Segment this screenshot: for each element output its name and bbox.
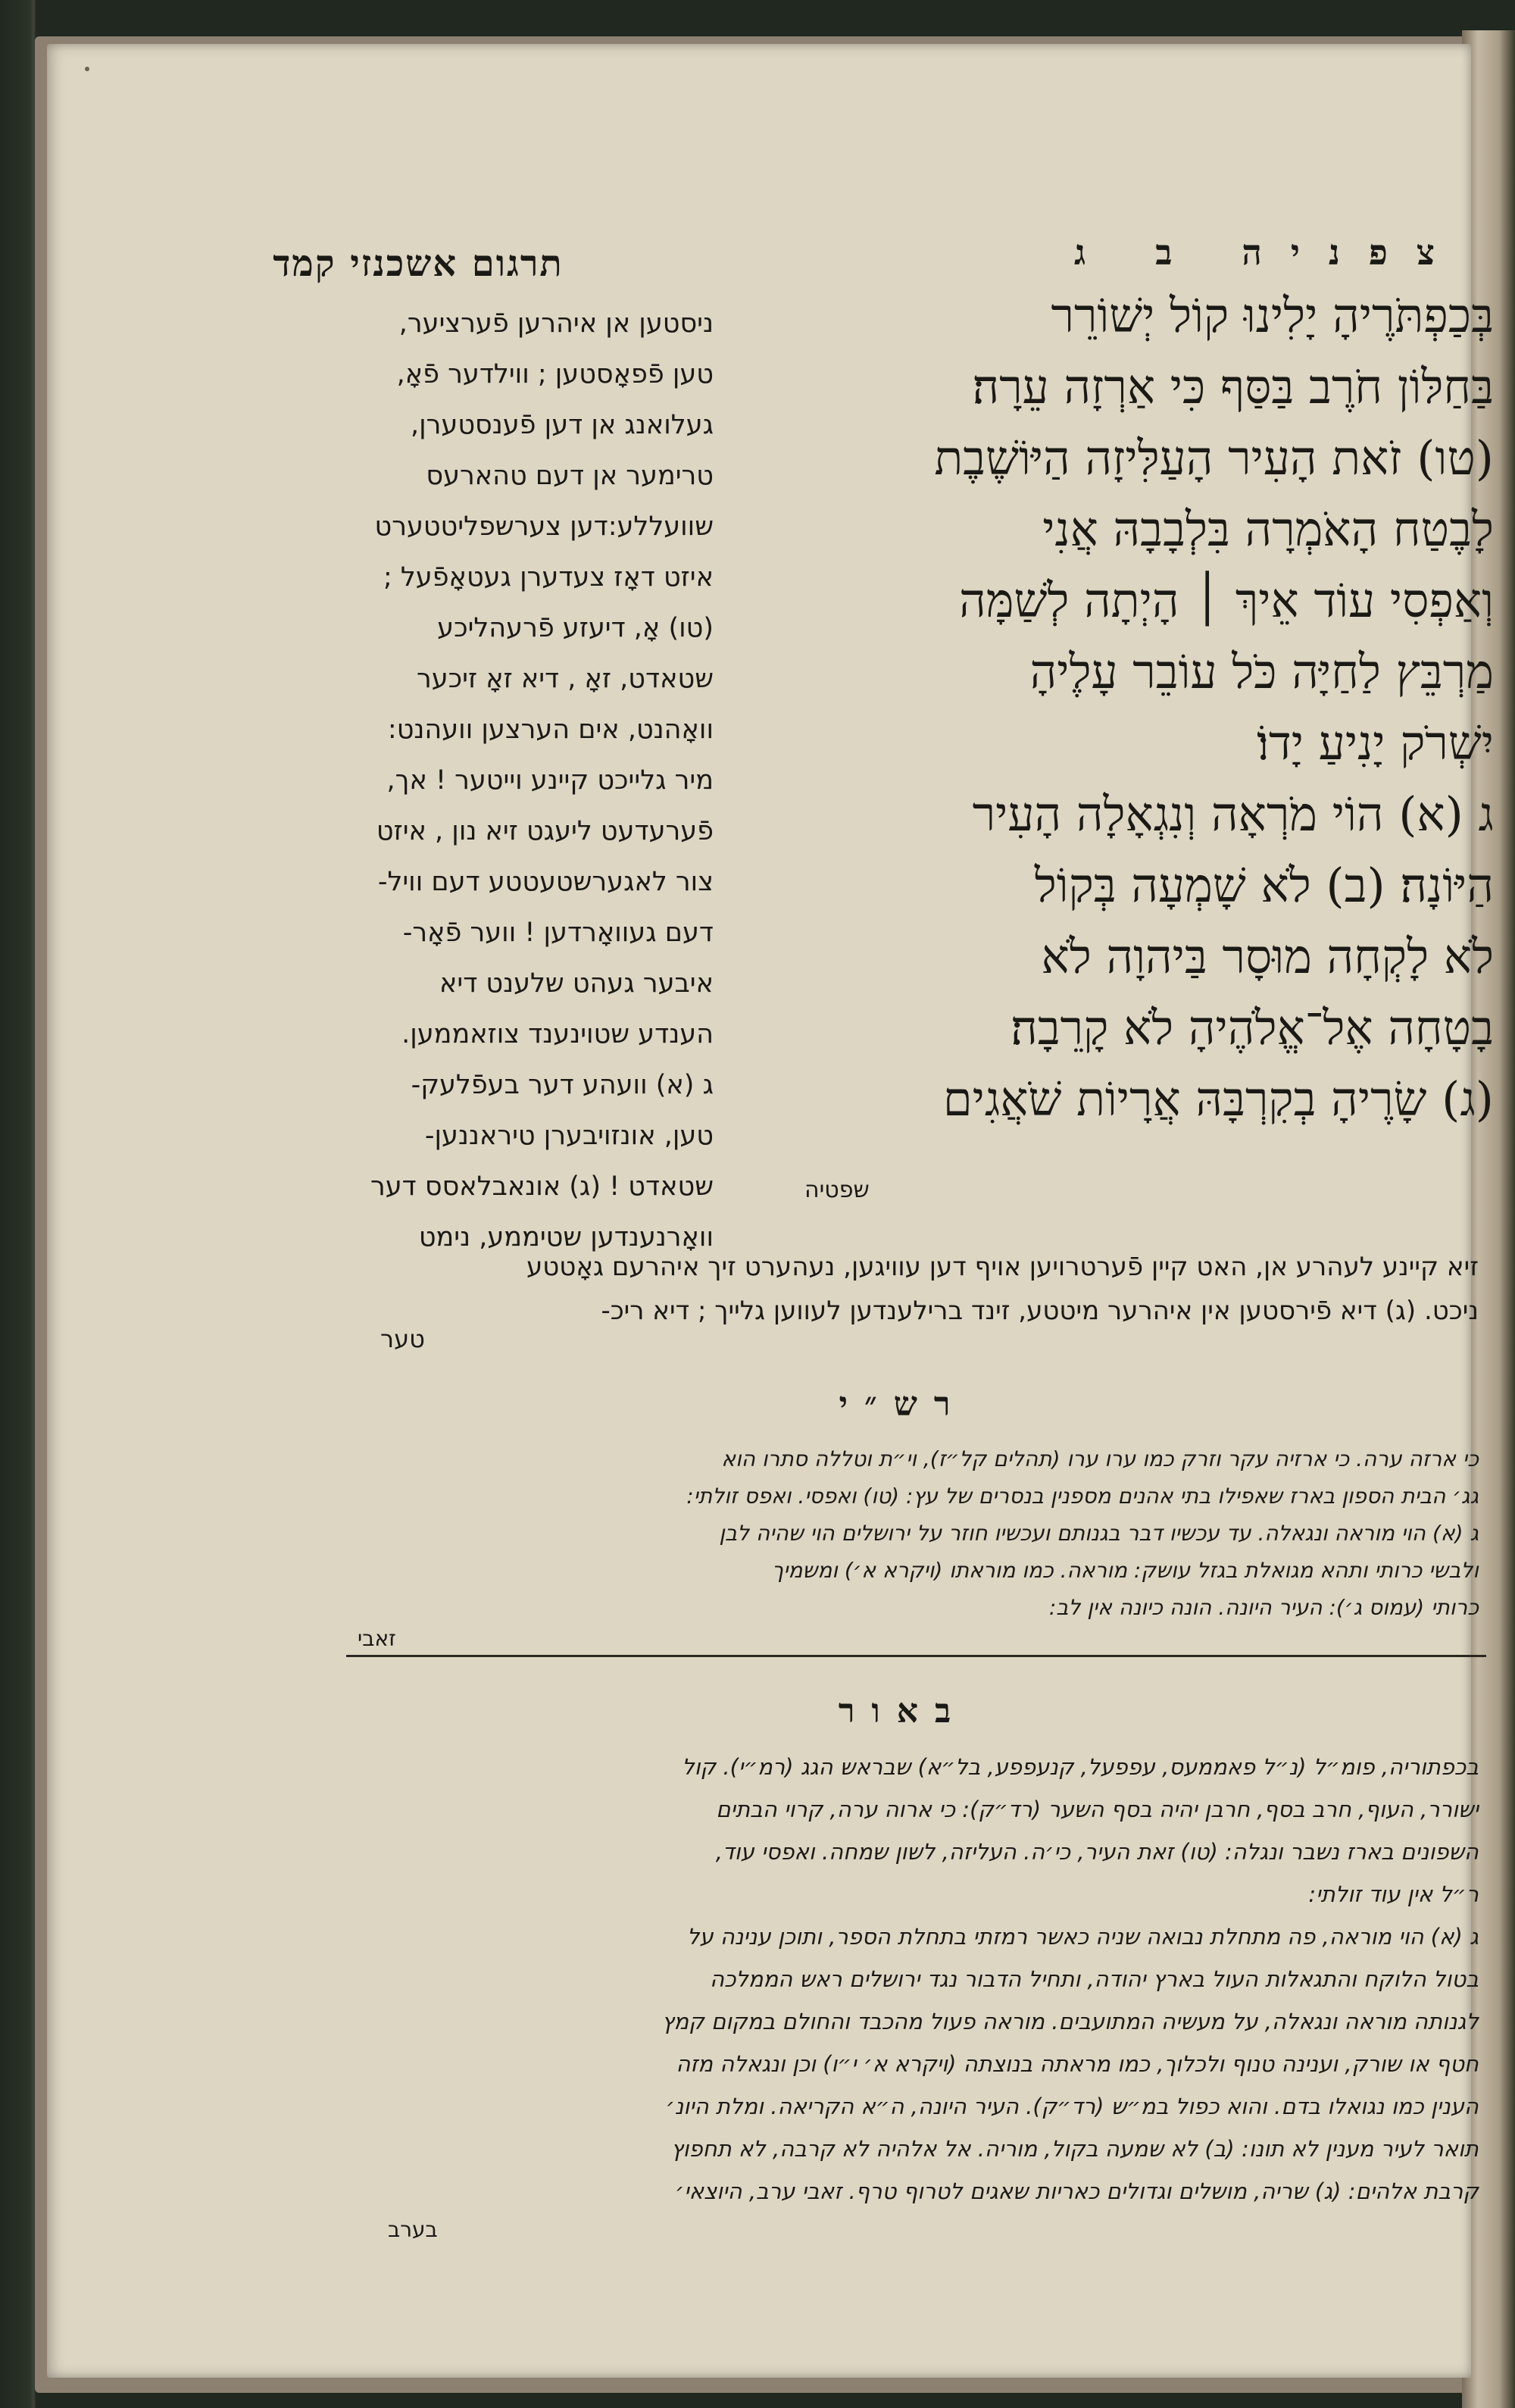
translation-line: ג (א) וועהע דער בעפֿלעק- bbox=[411, 1070, 714, 1100]
book-page bbox=[47, 44, 1494, 2378]
biur-line: בכפתוריה, פומ״ל (נ״ל פאממעס, עפפעל, קנעפפע, בל״א) שבראש הגג (רמ״י). קול bbox=[682, 1754, 1479, 1780]
biur-lines bbox=[327, 1746, 1479, 2213]
page-header: צפניה ב ג bbox=[1074, 232, 1463, 273]
translation-line: שוועללע:דען צערשפליטטערט bbox=[374, 511, 714, 542]
verse-line: וְאַפְסִי עוֹד אֵיךְ ׀ הָיְתָה לְשַׁמָּה bbox=[959, 573, 1494, 628]
translation-title: תרגום אשכנזי קמד bbox=[273, 242, 564, 285]
rashi-line: ולבשי כרותי ותהא מגואלת בגזל עושק: מוראה. כמו מוראתו (ויקרא א׳) ומשמיך bbox=[772, 1558, 1479, 1583]
verse-line: לֹא לָקְחָה מוּסָר בַּיהוָה לֹא bbox=[1041, 929, 1494, 984]
biur-line: השפונים בארז נשבר ונגלה: (טו) זאת העיר, כי׳ה. העליזה, לשון שמחה. ואפסי עוד, bbox=[715, 1839, 1479, 1865]
translation-line: דעם געוואָרדען ! ווער פֿאָר- bbox=[402, 918, 714, 948]
translation-line: געלואנג אן דען פֿענסטערן, bbox=[411, 410, 714, 440]
verse-line: יִשְׁרֹק יָנִיעַ יָדוֹ׃ bbox=[1257, 715, 1494, 771]
biur-line: לגנותה מוראה ונגאלה, על מעשיה המתועבים. מוראה פעול מהכבד והחולם במקום קמץ bbox=[661, 2009, 1479, 2034]
biblical-text-lines bbox=[755, 280, 1494, 1135]
biur-section bbox=[327, 1692, 1479, 2242]
biblical-text-column bbox=[755, 232, 1494, 1135]
translation-line: איזט דאָז צעדערן געטאָפֿעל ; bbox=[383, 562, 714, 593]
biur-line: ג (א) הוי מוראה, פה מתחלת נבואה שניה כאשר רמזתי בתחלת הספר, ותוכן ענינה על bbox=[687, 1924, 1479, 1950]
translation-line: (טו) אָ, דיעזע פֿרעהליכע bbox=[437, 613, 714, 643]
translation-catchword: טער bbox=[380, 1324, 425, 1353]
biblical-catchword: שפטיה bbox=[804, 1177, 870, 1203]
biur-line: קרבת אלהים: (ג) שריה, מושלים וגדולים כאריות שאגים לטרוף טרף. זאבי ערב, היוצאי׳ bbox=[675, 2178, 1479, 2204]
translation-continuation-line: זיא קיינע לעהרע אן, האט קיין פֿערטרויען אויף דען עוויגען, נעהערט זיך איהרעם גאָטטע bbox=[526, 1252, 1479, 1282]
translation-line: שטאדט, זאָ , דיא זאָ זיכער bbox=[416, 664, 714, 694]
translation-line: וואָרנענדען שטיממע, נימט bbox=[418, 1222, 714, 1252]
biur-line: הענין כמו נגואלו בדם. והוא כפול במ״ש (רד״ק). העיר היונה, ה״א הקריאה. ומלת היונ׳ bbox=[665, 2094, 1479, 2119]
translation-line: ניסטען אן איהרען פֿערציער, bbox=[398, 308, 714, 339]
verse-line: בְּכַפְתֹּרֶיהָ יָלִינוּ קוֹל יְשׁוֹרֵר bbox=[1051, 288, 1494, 343]
translation-line: טען, אונזויבערן טיראננען- bbox=[424, 1121, 714, 1151]
biur-catchword: בערב bbox=[388, 2217, 438, 2242]
verse-line: בָטָחָה אֶל־אֱלֹהֶיהָ לֹא קָרֵבָה׃ bbox=[1011, 1000, 1494, 1055]
translation-line: מיר גלייכט קיינע וייטער ! אך, bbox=[386, 765, 714, 796]
translation-line: איבער געהט שלענט דיא bbox=[439, 968, 714, 999]
verse-line: ג (א) הוֹי מֹרְאָה וְנִגְאָלָה הָעִיר bbox=[972, 787, 1494, 842]
biur-line: חטף או שורק, וענינה טנוף ולכלוך, כמו מראתה בנוצתה (ויקרא א׳ י״ו) וכן ונגאלה מזה bbox=[676, 2051, 1479, 2077]
verse-line: לָבֶטַח הָאֹמְרָה בִּלְבָבָהּ אֲנִי bbox=[1042, 502, 1494, 557]
biur-line: תואר לעיר מענין לא תונו: (ב) לא שמעה בקול, מוריה. אל אלהיה לא קרבה, לא תחפוץ bbox=[671, 2136, 1479, 2162]
verse-line: מַרְבֵּץ לַחַיָּה כֹּל עוֹבֵר עָלֶיהָ bbox=[1029, 644, 1494, 699]
verse-line: (ג) שָׂרֶיהָ בְקִרְבָּהּ אֲרָיוֹת שֹׁאֲגִים bbox=[942, 1071, 1494, 1127]
rashi-line: ג (א) הוי מוראה ונגאלה. עד עכשיו דבר בגנותם ועכשיו חוזר על ירושלים הוי שהיה לבן bbox=[719, 1521, 1479, 1546]
translation-continuation-line: ניכט. (ג) דיא פֿירסטען אין איהרער מיטטע, זינד ברילענדען לעווען גלייך ; דיא ריכ- bbox=[601, 1296, 1479, 1326]
biur-title: באור bbox=[838, 1692, 968, 1731]
biur-line: ישורר, העוף, חרב בסף, חרבן יהיה בסף השער (רד״ק): כי ארוה ערה, קרוי הבתים bbox=[716, 1797, 1479, 1822]
section-divider bbox=[346, 1655, 1486, 1657]
translation-lines bbox=[123, 299, 714, 1263]
translation-line: הענדע שטוינענד צוזאממען. bbox=[401, 1019, 714, 1049]
translation-line: צור לאגערשטעטטע דעם וויל- bbox=[377, 867, 714, 897]
biur-line: בטול הלוקח והתגאלות העול בארץ יהודה, ותחיל הדבור נגד ירושלים ראש הממלכה bbox=[710, 1966, 1479, 1992]
translation-line: שטאדט ! (ג) אונאבלאסס דער bbox=[370, 1171, 714, 1202]
rashi-line: כי ארזה ערה. כי ארזיה עקר וזרק כמו ערו ערו (תהלים קל״ז), וי״ת וטללה סתרו הוא bbox=[721, 1446, 1479, 1471]
biur-line: ר״ל אין עוד זולתי: bbox=[1308, 1881, 1479, 1907]
verse-line: הַיּוֹנָה׃ (ב) לֹא שָׁמְעָה בְּקוֹל bbox=[1034, 858, 1494, 913]
translation-line: וואָהנט, אים הערצען וועהנט: bbox=[387, 715, 714, 745]
paper-speck bbox=[85, 67, 89, 71]
rashi-lines bbox=[327, 1440, 1479, 1626]
translation-column bbox=[123, 242, 714, 1263]
rashi-catchword: זאבי bbox=[358, 1626, 396, 1651]
translation-line: פֿערעדעט ליעגט זיא נון , איזט bbox=[376, 816, 714, 846]
rashi-line: כרותי (עמוס ג׳): העיר היונה. הונה כיונה אין לב: bbox=[1048, 1595, 1479, 1620]
rashi-section bbox=[327, 1385, 1479, 1651]
translation-continuation bbox=[327, 1245, 1479, 1333]
translation-line: טען פֿפאָסטען ; ווילדער פֿאָ, bbox=[396, 359, 714, 389]
rashi-title: רש״י bbox=[839, 1385, 967, 1424]
verse-line: בַּחַלּוֹן חֹרֶב בַּסַּף כִּי אַרְזָה עֵרָה׃ bbox=[972, 359, 1494, 414]
rashi-line: גג׳ הבית הספון בארז שאפילו בתי אהנים מספנין בנסרים של עץ: (טו) ואפסי. ואפס זולתי: bbox=[686, 1484, 1479, 1509]
translation-line: טרימער אן דעם טהארעס bbox=[426, 461, 714, 491]
verse-line: (טו) זֹאת הָעִיר הָעַלִּיזָה הַיּוֹשֶׁבֶת bbox=[934, 430, 1494, 486]
